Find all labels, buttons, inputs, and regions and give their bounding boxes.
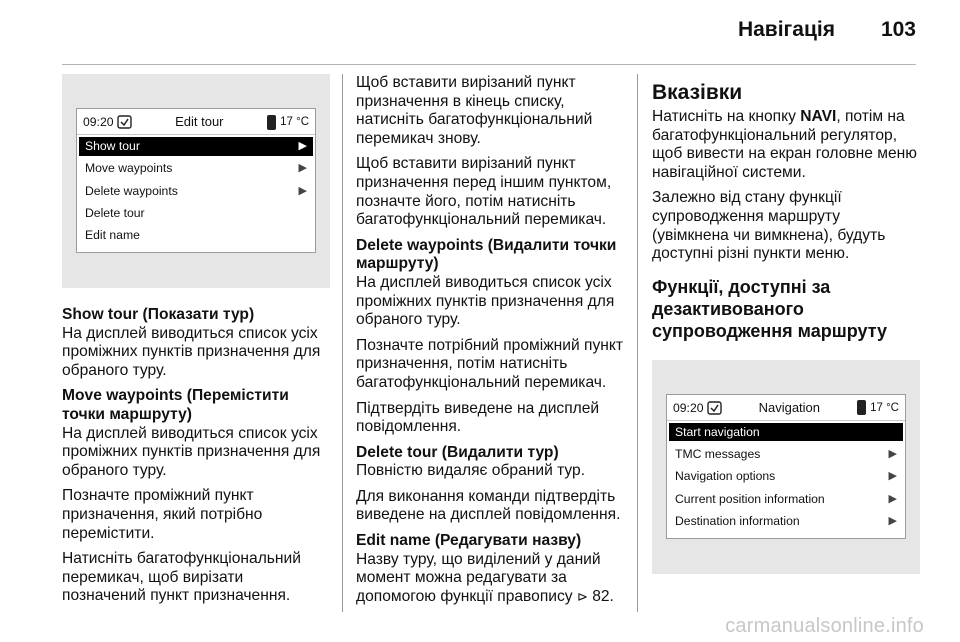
chevron-right-icon: ▶ xyxy=(888,448,897,461)
menu-item[interactable] xyxy=(79,181,313,200)
paragraph: На дисплей виводиться список усіх проміжних пунктів призначення для обраного туру. xyxy=(356,273,615,329)
menu-item-label: Move waypoints xyxy=(85,161,173,176)
thermometer-icon xyxy=(857,400,866,415)
display-status-bar xyxy=(667,395,905,421)
paragraph-text: Назву туру, що виділений у даний момент можна редагувати за допомогою функції правопису xyxy=(356,550,601,605)
section-title-large: Вказівки xyxy=(652,81,743,104)
menu-item[interactable] xyxy=(669,445,903,464)
paragraph: На дисплей виводиться список усіх проміжних пунктів призначення для обраного туру. xyxy=(62,324,321,379)
chevron-right-icon: ▶ xyxy=(888,492,897,505)
display-menu xyxy=(77,135,315,252)
menu-item[interactable] xyxy=(79,226,313,245)
menu-item[interactable] xyxy=(669,512,903,531)
clock-time: 09:20 xyxy=(673,400,704,415)
display-title: Navigation xyxy=(758,399,821,415)
screenshot-figure-navigation xyxy=(652,360,920,574)
display-screen xyxy=(666,394,906,539)
paragraph: Позначте проміжний пункт призначення, який потрібно перемістити. xyxy=(62,487,263,542)
paragraph-text: , потім на багатофункціональний регулятор, щоб вивести на екран головне меню навігаційної системи. xyxy=(652,108,917,181)
chevron-right-icon: ▶ xyxy=(298,162,307,175)
display-menu xyxy=(667,421,905,538)
section-heading: Edit name (Редагувати назву) xyxy=(356,532,582,550)
menu-item-label: Delete waypoints xyxy=(85,183,178,198)
section-heading: Move waypoints (Перемістити точки маршруту) xyxy=(62,387,289,423)
paragraph: Позначте потрібний проміжний пункт призначення, потім натисніть багатофункціональний перемикач. xyxy=(356,336,624,391)
paragraph: Підтвердіть виведене на дисплей повідомлення. xyxy=(356,399,600,436)
paragraph xyxy=(356,551,624,607)
menu-item-label: Edit name xyxy=(85,228,140,243)
display-screen xyxy=(76,108,316,253)
menu-item-label: Start navigation xyxy=(675,425,760,440)
section-heading: Show tour (Показати тур) xyxy=(62,306,255,323)
display-status-bar xyxy=(77,109,315,135)
paragraph: Щоб вставити вирізаний пункт призначення перед іншим пунктом, позначте його, потім натисніть багатофункціональний перемикач. xyxy=(356,155,612,229)
column-middle xyxy=(356,74,624,613)
menu-item-label: Show tour xyxy=(85,139,140,154)
column-divider xyxy=(637,74,638,612)
route-guidance-icon xyxy=(707,401,722,415)
header-rule xyxy=(62,64,916,65)
column-right xyxy=(652,80,920,574)
paragraph: На дисплей виводиться список усіх проміжних пунктів призначення для обраного туру. xyxy=(62,424,321,479)
paragraph: Для виконання команди підтвердіть виведене на дисплей повідомлення. xyxy=(356,487,621,524)
screenshot-figure-edit-tour xyxy=(62,74,330,288)
paragraph-text: Натисніть на кнопку xyxy=(652,108,801,125)
display-title: Edit tour xyxy=(175,114,224,129)
paragraph: Натисніть багатофункціональний перемикач, щоб вирізати позначений пункт призначення. xyxy=(62,550,301,605)
chevron-right-icon: ▶ xyxy=(888,470,897,483)
menu-item[interactable] xyxy=(669,489,903,508)
page-reference[interactable]: 82. xyxy=(592,587,614,605)
menu-item-label: Navigation options xyxy=(675,469,776,484)
column-left xyxy=(62,74,330,613)
menu-item[interactable] xyxy=(79,204,313,223)
menu-item-label: Delete tour xyxy=(85,205,145,220)
page-header xyxy=(738,18,916,42)
menu-item[interactable] xyxy=(79,159,313,178)
chevron-right-icon: ▶ xyxy=(298,184,307,197)
temperature: 17 °C xyxy=(280,116,309,128)
section-heading: Delete tour (Видалити тур) xyxy=(356,443,559,461)
clock-time: 09:20 xyxy=(83,115,114,129)
section-title: Навігація xyxy=(737,18,835,41)
section-heading: Delete waypoints (Видалити точки маршруту) xyxy=(356,236,617,273)
paragraph: Залежно від стану функції супроводження маршруту (увімкнена чи вимкнена), будуть доступні різні пункти меню. xyxy=(652,189,886,263)
menu-item-label: TMC messages xyxy=(675,447,761,462)
page-number: 103 xyxy=(880,18,916,41)
subsection-heading: Функції, доступні за дезактивованого супроводження маршруту xyxy=(652,276,888,341)
column-divider xyxy=(342,74,343,612)
menu-item-label: Current position information xyxy=(675,491,825,506)
menu-item[interactable] xyxy=(79,137,313,156)
menu-item[interactable] xyxy=(669,423,903,442)
page-reference-icon: ⊳ xyxy=(576,588,588,604)
chevron-right-icon: ▶ xyxy=(888,514,897,527)
paragraph: Щоб вставити вирізаний пункт призначення в кінець списку, натисніть багатофункціональний перемикач знову. xyxy=(356,74,593,147)
watermark: carmanualsonline.info xyxy=(725,615,924,637)
paragraph xyxy=(652,108,920,182)
key-name: NAVI xyxy=(800,108,837,125)
route-guidance-icon xyxy=(117,115,132,129)
chevron-right-icon: ▶ xyxy=(298,140,307,153)
menu-item[interactable] xyxy=(669,467,903,486)
menu-item-label: Destination information xyxy=(675,513,800,528)
paragraph: Повністю видаляє обраний тур. xyxy=(356,462,586,480)
thermometer-icon xyxy=(267,115,276,130)
temperature: 17 °C xyxy=(870,401,899,414)
